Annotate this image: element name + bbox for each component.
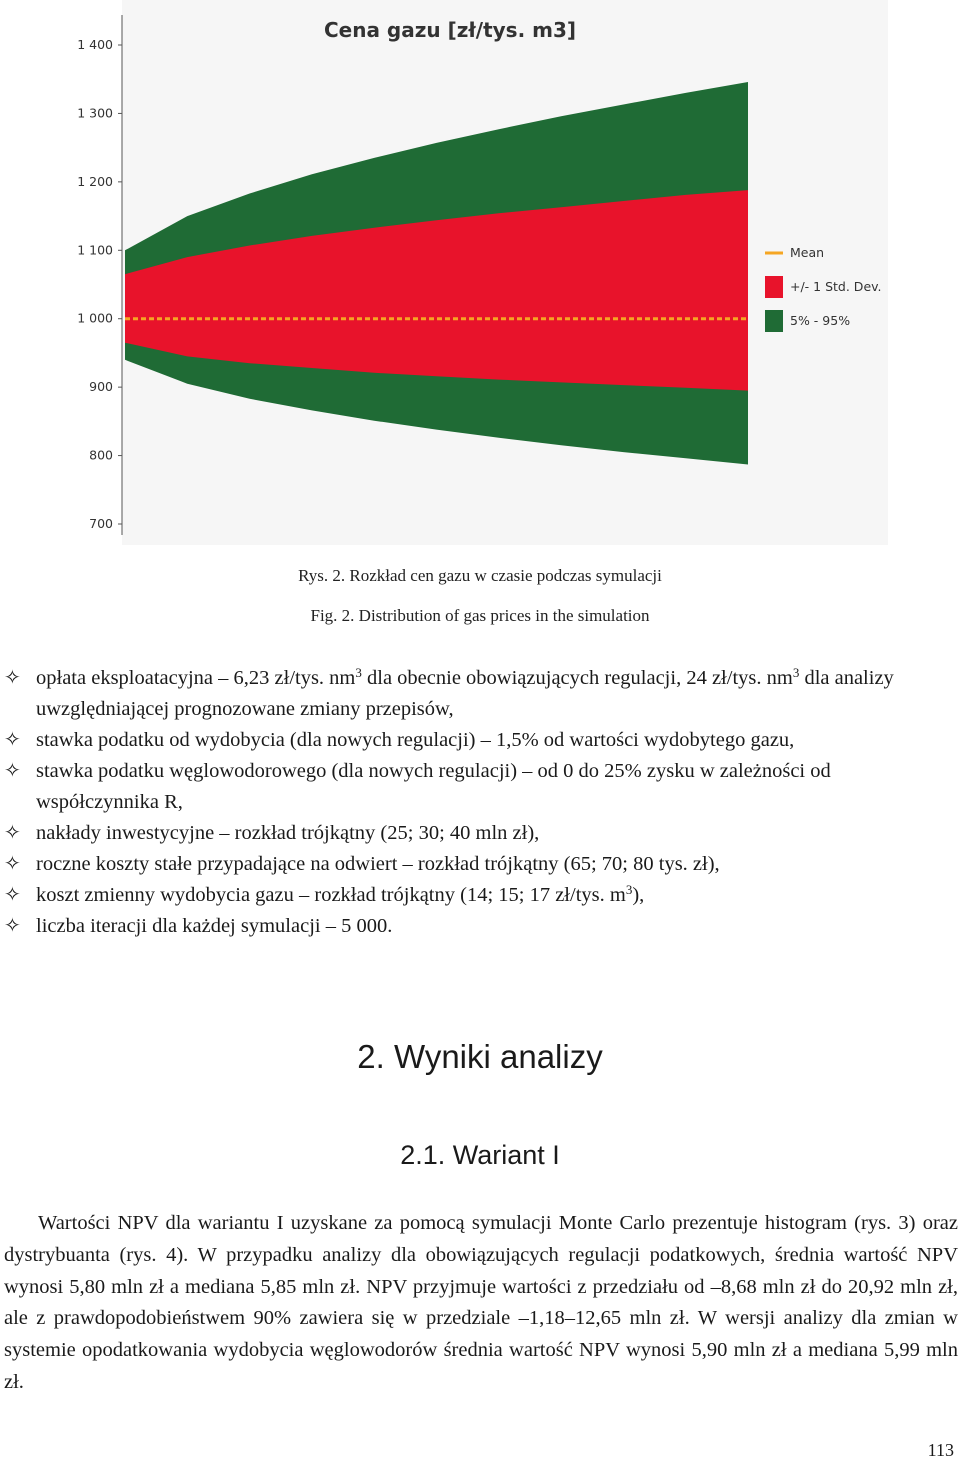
legend-swatch-std-dev	[765, 276, 783, 298]
four-pointed-star-icon: ✧	[4, 915, 21, 937]
figure-caption-english: Fig. 2. Distribution of gas prices in the simulation	[310, 606, 650, 625]
text-fragment: dla analizy uwzględniającej prognozowane zmiany przepisów,	[36, 667, 894, 720]
four-pointed-star-icon: ✧	[4, 853, 21, 875]
list-item-text	[36, 880, 956, 911]
legend-swatch-5-95	[765, 310, 783, 332]
legend-label-5-95: 5% - 95%	[790, 313, 851, 328]
list-item-text	[36, 663, 956, 725]
list-item	[4, 849, 956, 880]
chart-title: Cena gazu [zł/tys. m3]	[323, 18, 577, 42]
list-item-text: nakłady inwestycyjne – rozkład trójkątny (25; 30; 40 mln zł),	[36, 822, 540, 844]
y-tick-label: 1 000	[77, 310, 113, 326]
list-item-text: roczne koszty stałe przypadające na odwiert – rozkład trójkątny (65; 70; 80 tys. zł),	[36, 853, 720, 875]
legend-label-mean: Mean	[790, 245, 825, 260]
y-tick-label: 1 400	[77, 37, 113, 52]
four-pointed-star-icon: ✧	[4, 884, 21, 906]
subsection-heading: 2.1. Wariant I	[400, 1140, 560, 1170]
text-fragment: dla obecnie obowiązujących regulacji, 24 zł/tys. nm	[361, 667, 793, 689]
text-fragment: opłata eksploatacyjna – 6,23 zł/tys. nm	[36, 667, 356, 689]
list-item-text: stawka podatku węglowodorowego (dla nowych regulacji) – od 0 do 25% zysku w zależności od współczynnika R,	[36, 760, 831, 813]
chart-canvas	[0, 0, 960, 545]
y-tick-label: 900	[89, 379, 113, 395]
list-item	[4, 818, 956, 849]
y-tick-label: 1 100	[77, 242, 113, 258]
list-item-text: liczba iteracji dla każdej symulacji – 5 000.	[36, 915, 393, 937]
superscript: 3	[355, 665, 362, 680]
list-item	[4, 880, 956, 911]
y-tick-label: 1 200	[77, 173, 113, 189]
y-tick-label: 700	[89, 516, 113, 531]
list-item	[4, 756, 956, 818]
section-heading: 2. Wyniki analizy	[357, 1038, 603, 1075]
y-tick-label: 800	[89, 447, 113, 463]
gas-price-chart	[0, 0, 960, 545]
list-item	[4, 911, 956, 942]
list-item	[4, 725, 956, 756]
superscript: 3	[625, 882, 633, 897]
list-item-text: stawka podatku od wydobycia (dla nowych regulacji) – 1,5% od wartości wydobytego gazu,	[36, 729, 795, 751]
four-pointed-star-icon: ✧	[4, 729, 21, 751]
text-fragment: ),	[632, 884, 645, 906]
parameter-list	[4, 663, 956, 942]
figure-caption-polish: Rys. 2. Rozkład cen gazu w czasie podczas symulacji	[298, 566, 662, 585]
list-item	[4, 663, 956, 725]
page-number: 113	[927, 1440, 954, 1460]
body-paragraph: Wartości NPV dla wariantu I uzyskane za pomocą symulacji Monte Carlo prezentuje histogram (rys. 3) oraz dystrybuanta (rys. 4). W przypadku analizy dla obowiązujących regulacji podatkowych, średnia wartość NPV wynosi 5,80 mln zł a mediana 5,85 mln zł. NPV przyjmuje wartości z przedziału od –8,68 mln zł do 20,92 mln zł, ale z prawdopodobieństwem 90% zawiera się w przedziale –1,18–12,65 mln zł. W wersji analizy dla zmian w systemie opodatkowania wydobycia węglowodorów średnia wartość NPV wynosi 5,90 mln zł a mediana 5,99 mln zł.	[4, 1212, 958, 1393]
y-tick-label: 1 300	[77, 105, 113, 121]
text-fragment: koszt zmienny wydobycia gazu – rozkład trójkątny (14; 15; 17 zł/tys. m	[36, 884, 626, 906]
four-pointed-star-icon: ✧	[4, 667, 21, 689]
legend-label-std-dev: +/- 1 Std. Dev.	[790, 279, 882, 294]
four-pointed-star-icon: ✧	[4, 822, 21, 844]
four-pointed-star-icon: ✧	[4, 760, 21, 782]
superscript: 3	[792, 665, 800, 680]
